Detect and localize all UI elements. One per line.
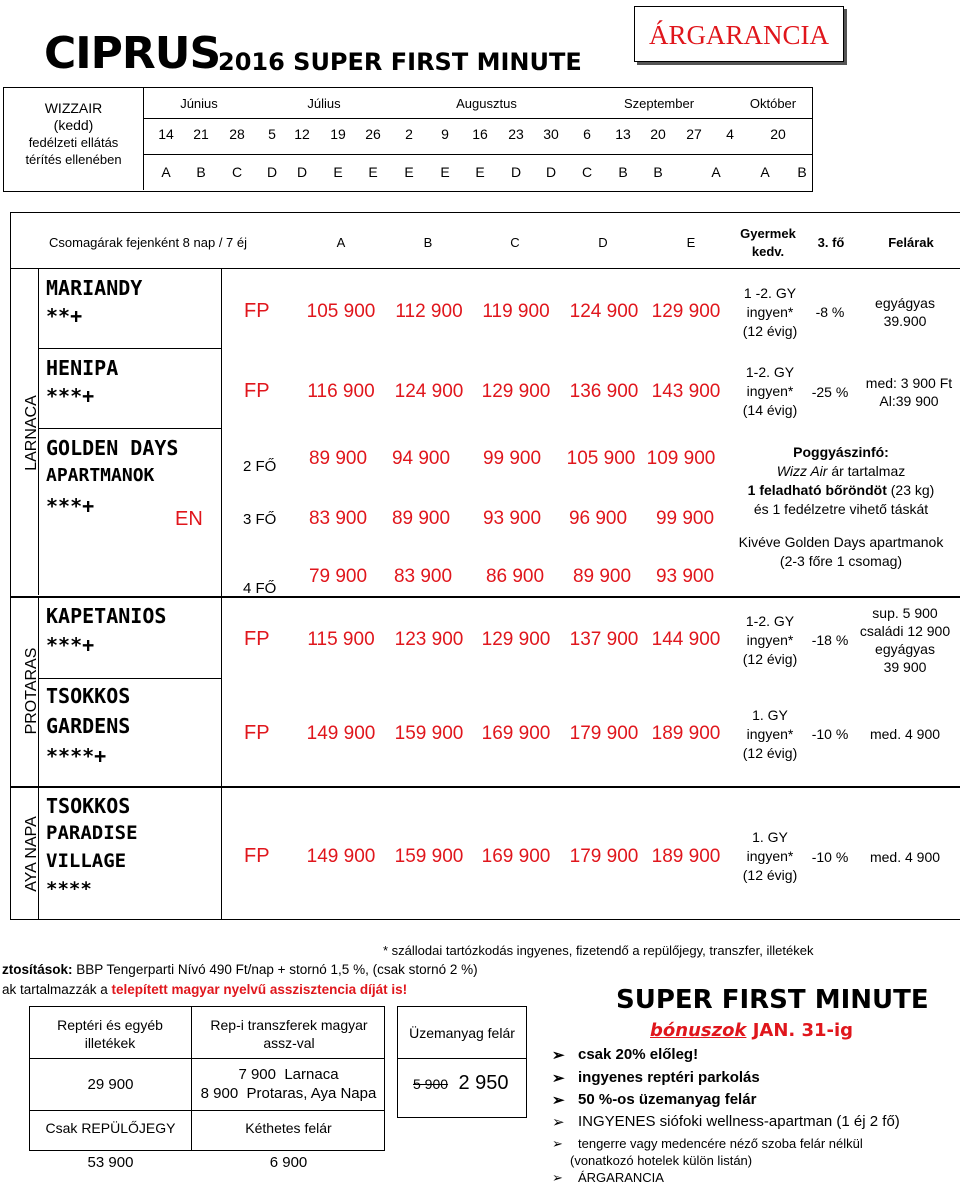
child-limit-line: (12 évig) <box>742 651 798 667</box>
hotel-name-line2: GARDENS <box>46 714 131 738</box>
hotel-name-line2: PARADISE <box>46 822 138 844</box>
luggage-line <box>722 462 960 481</box>
price-d: 137 900 <box>569 629 639 650</box>
price-e: 189 900 <box>651 846 721 867</box>
price-a: 149 900 <box>306 846 376 867</box>
promo-item: ➢ INGYENES siófoki wellness-apartman (1 éj 2 fő) <box>578 1113 900 1130</box>
airline-service: fedélzeti ellátás <box>28 135 119 150</box>
insurance-text: BBP Tengerparti Nívó 490 Ft/nap + stornó 1,5 %, (csak stornó 2 %) <box>72 962 478 977</box>
child-age-line: 1 -2. GY <box>743 285 797 301</box>
day-cell: 30 <box>543 126 559 142</box>
code-cell: B <box>797 164 807 180</box>
board-type: FP <box>244 845 270 867</box>
hotel-stars: **** <box>46 878 92 900</box>
extras <box>858 374 960 410</box>
day-cell: 4 <box>726 126 734 142</box>
price-d: 179 900 <box>569 846 639 867</box>
price-d: 124 900 <box>569 301 639 322</box>
price-c: 93 900 <box>482 508 542 529</box>
code-cell: E <box>475 164 485 180</box>
price-guarantee-badge <box>634 6 844 62</box>
extras-line: egyágyas <box>875 641 935 657</box>
code-cell: A <box>711 164 721 180</box>
child-discount <box>722 612 818 669</box>
child-limit-line: (12 évig) <box>742 745 798 761</box>
price-table-header <box>10 212 960 269</box>
region-protaras: PROTARAS <box>23 647 40 735</box>
price-c: 119 900 <box>482 301 550 322</box>
code-cell: E <box>333 164 343 180</box>
hotel-stars: ***+ <box>46 633 95 657</box>
month-june: Június <box>180 96 218 111</box>
day-cell: 14 <box>158 126 174 142</box>
promo-bonus: bónuszok <box>650 1020 747 1041</box>
board-type: FP <box>244 300 270 322</box>
extras-line: sup. 5 900 <box>872 605 938 621</box>
price-c: 129 900 <box>481 381 551 402</box>
child-discount-header: Gyermek kedv. <box>740 226 796 259</box>
page-title: CIPRUS <box>44 28 221 79</box>
price-c: 129 900 <box>481 629 551 650</box>
airline-info <box>4 88 144 190</box>
luggage-info <box>722 443 960 571</box>
price-b: 112 900 <box>395 301 463 322</box>
airline-name-italic: Wizz Air <box>776 463 828 479</box>
price-a: 116 900 <box>307 381 375 402</box>
price-d: 136 900 <box>569 381 639 402</box>
price-e: 99 900 <box>655 508 715 529</box>
price-col-a: A <box>336 235 346 250</box>
airline-service-note: térítés ellenében <box>25 152 122 167</box>
price-col-e: E <box>686 235 696 250</box>
child-age-line: 1-2. GY <box>745 364 795 380</box>
extras-line: egyágyas <box>875 295 935 311</box>
luggage-exception: Kivéve Golden Days apartmanok <box>738 534 944 550</box>
fee-fuel-old: 5 900 <box>413 1076 449 1092</box>
hotel-stars: ****+ <box>46 744 107 768</box>
third-person-header: 3. fő <box>817 235 845 250</box>
airline-name: WIZZAIR <box>44 100 103 116</box>
price-e: 189 900 <box>651 723 721 744</box>
extras-line: családi 12 900 <box>859 623 951 639</box>
airline-day: (kedd) <box>53 117 94 133</box>
day-cell: 6 <box>583 126 591 142</box>
child-discount <box>722 284 818 341</box>
price-e: 143 900 <box>651 381 721 402</box>
price-a: 149 900 <box>306 723 376 744</box>
extras-header: Felárak <box>888 235 934 250</box>
price-b: 159 900 <box>394 846 464 867</box>
price-d: 89 900 <box>572 566 632 587</box>
hotel-name: MARIANDY <box>46 276 143 300</box>
price-col-c: C <box>510 235 520 250</box>
price-c: 99 900 <box>482 448 542 469</box>
child-discount <box>722 706 818 763</box>
code-cell: B <box>618 164 628 180</box>
day-cell: 19 <box>330 126 346 142</box>
code-cell: E <box>404 164 414 180</box>
code-cell: D <box>545 164 557 180</box>
price-d: 96 900 <box>568 508 628 529</box>
price-e: 144 900 <box>651 629 721 650</box>
promo-title: SUPER FIRST MINUTE <box>616 985 929 1015</box>
code-cell: A <box>161 164 171 180</box>
price-a: 105 900 <box>306 301 376 322</box>
price-e: 93 900 <box>655 566 715 587</box>
day-cell: 2 <box>405 126 413 142</box>
day-cell: 27 <box>686 126 702 142</box>
page-subtitle: 2016 SUPER FIRST MINUTE <box>218 48 582 76</box>
day-cell: 21 <box>193 126 209 142</box>
extras <box>855 604 955 676</box>
month-october: Október <box>749 96 797 111</box>
price-c: 86 900 <box>485 566 545 587</box>
child-limit-line: (12 évig) <box>742 323 798 339</box>
code-cell: C <box>581 164 593 180</box>
code-cell: B <box>196 164 206 180</box>
luggage-text: ár tartalmaz <box>827 463 906 479</box>
promo-subtitle <box>650 1020 853 1041</box>
price-b: 159 900 <box>394 723 464 744</box>
third-person-discount: -25 % <box>811 384 849 400</box>
promo-deadline: JAN. 31-ig <box>746 1020 854 1041</box>
promo-item: ➢ ingyenes reptéri parkolás <box>578 1069 760 1086</box>
day-cell: 20 <box>650 126 666 142</box>
extras: med. 4 900 <box>869 849 941 865</box>
child-limit-line: (14 évig) <box>742 402 798 418</box>
fee-airport-value: 29 900 <box>87 1076 134 1093</box>
hotel-stars: ***+ <box>46 384 95 408</box>
price-b: 89 900 <box>391 508 451 529</box>
fee-transfer-protaras: 8 900 Protaras, Aya Napa <box>200 1085 377 1102</box>
occupancy-label: 2 FŐ <box>243 458 277 475</box>
extras-line: 39.900 <box>883 313 927 329</box>
board-type: FP <box>244 722 270 744</box>
flight-only-price: 53 900 <box>87 1154 134 1171</box>
month-july: Július <box>307 96 341 111</box>
included-note <box>2 982 407 997</box>
price-e: 129 900 <box>651 301 721 322</box>
occupancy-label: 4 FŐ <box>243 580 277 597</box>
price-b: 94 900 <box>391 448 451 469</box>
extras: med. 4 900 <box>869 726 941 742</box>
child-age-line: 1. GY <box>752 829 788 845</box>
occupancy-label: 3 FŐ <box>243 511 277 528</box>
day-cell: 16 <box>472 126 488 142</box>
price-d: 179 900 <box>569 723 639 744</box>
fee-transfer-larnaca: 7 900 Larnaca <box>238 1066 339 1083</box>
promo-item: ➢ ÁRGARANCIA <box>578 1170 664 1185</box>
day-cell: 9 <box>441 126 449 142</box>
child-age-line: 1-2. GY <box>745 613 795 629</box>
child-free-line: ingyen* <box>746 726 794 742</box>
code-cell: D <box>510 164 522 180</box>
luggage-title: Poggyászinfó: <box>793 444 889 460</box>
day-cell: 5 <box>268 126 276 142</box>
child-discount <box>722 828 818 885</box>
extras-line: 39 900 <box>883 659 927 675</box>
luggage-weight: (23 kg) <box>886 482 935 498</box>
hotel-name: GOLDEN DAYS <box>46 436 179 460</box>
child-free-line: ingyen* <box>746 304 794 320</box>
extras-line: med: 3 900 Ft <box>865 375 953 391</box>
fee-fuel-new: 2 950 <box>458 1072 509 1094</box>
fee-fuel-header: Üzemanyag felár <box>409 1025 515 1041</box>
month-september: Szeptember <box>623 96 695 111</box>
child-free-line: ingyen* <box>746 632 794 648</box>
code-cell: D <box>296 164 308 180</box>
child-discount <box>722 363 818 420</box>
region-larnaca: LARNACA <box>23 395 40 471</box>
day-cell: 12 <box>294 126 310 142</box>
third-person-discount: -8 % <box>815 304 845 320</box>
price-d: 105 900 <box>566 448 636 469</box>
luggage-line <box>722 481 960 500</box>
day-cell: 23 <box>508 126 524 142</box>
board-type: EN <box>175 508 203 530</box>
hotel-name: HENIPA <box>46 356 119 380</box>
day-cell: 26 <box>365 126 381 142</box>
hotel-stars: ***+ <box>46 494 95 518</box>
code-cell: E <box>368 164 378 180</box>
promo-item: ➢ tengerre vagy medencére néző szoba felár nélkül <box>578 1136 863 1151</box>
luggage-line: és 1 fedélzetre vihető táskát <box>753 501 929 517</box>
luggage-bag: 1 feladható bőröndöt <box>747 482 887 498</box>
third-person-discount: -18 % <box>811 632 849 648</box>
two-week-price: 6 900 <box>269 1154 308 1171</box>
price-a: 89 900 <box>308 448 368 469</box>
code-cell: B <box>653 164 663 180</box>
promo-item: ➢ 50 %-os üzemanyag felár <box>578 1091 756 1108</box>
child-free-line: ingyen* <box>746 848 794 864</box>
price-a: 115 900 <box>307 629 375 650</box>
code-cell: A <box>760 164 770 180</box>
price-b: 83 900 <box>393 566 453 587</box>
promo-item-note: (vonatkozó hotelek külön listán) <box>570 1153 753 1168</box>
fee-airport-header: Reptéri és egyéb illetékek <box>57 1017 163 1051</box>
hotel-name: KAPETANIOS <box>46 604 167 628</box>
third-person-discount: -10 % <box>811 726 849 742</box>
flight-only-label: Csak REPÜLŐJEGY <box>45 1120 176 1136</box>
hotel-name: TSOKKOS <box>46 684 131 708</box>
luggage-exception-note: (2-3 főre 1 csomag) <box>779 553 903 569</box>
code-cell: E <box>440 164 450 180</box>
fee-transfer-header: Rep-i transzferek magyar assz-val <box>210 1017 368 1051</box>
included-highlight: telepített magyar nyelvű asszisztencia díját is! <box>111 982 408 997</box>
board-type: FP <box>244 380 270 402</box>
included-text: ak tartalmazzák a <box>2 982 112 997</box>
promo-item: ➢ csak 20% előleg! <box>578 1046 698 1063</box>
day-cell: 13 <box>615 126 631 142</box>
insurance-label: ztosítások: <box>2 962 73 977</box>
extras-line: Al:39 900 <box>879 393 939 409</box>
hotel-name-line2: APARTMANOK <box>46 465 155 486</box>
price-c: 169 900 <box>481 846 551 867</box>
price-a: 79 900 <box>308 566 368 587</box>
insurance-note <box>2 962 478 977</box>
price-b: 124 900 <box>394 381 464 402</box>
hotel-stars: **+ <box>46 304 83 328</box>
price-header-label: Csomagárak fejenként 8 nap / 7 éj <box>49 235 248 250</box>
price-e: 109 900 <box>646 448 716 469</box>
child-limit-line: (12 évig) <box>742 867 798 883</box>
price-col-d: D <box>598 235 608 250</box>
day-cell: 28 <box>229 126 245 142</box>
region-ayanapa: AYA NAPA <box>23 816 40 892</box>
price-col-b: B <box>423 235 433 250</box>
fee-fuel-value <box>413 1072 527 1095</box>
footnote: * szállodai tartózkodás ingyenes, fizetendő a repülőjegy, transzfer, illetékek <box>383 943 814 958</box>
price-b: 123 900 <box>394 629 464 650</box>
third-person-discount: -10 % <box>811 849 849 865</box>
price-a: 83 900 <box>308 508 368 529</box>
hotel-name: TSOKKOS <box>46 794 131 818</box>
child-age-line: 1. GY <box>752 707 788 723</box>
month-august: Augusztus <box>456 96 517 111</box>
code-cell: D <box>266 164 278 180</box>
schedule-table <box>3 87 813 192</box>
price-guarantee-label: ÁRGARANCIA <box>648 20 829 50</box>
two-week-label: Kéthetes felár <box>245 1120 332 1136</box>
child-free-line: ingyen* <box>746 383 794 399</box>
hotel-name-line3: VILLAGE <box>46 850 127 872</box>
board-type: FP <box>244 628 270 650</box>
extras <box>855 294 955 330</box>
price-c: 169 900 <box>481 723 551 744</box>
code-cell: C <box>231 164 243 180</box>
day-cell: 20 <box>770 126 786 142</box>
